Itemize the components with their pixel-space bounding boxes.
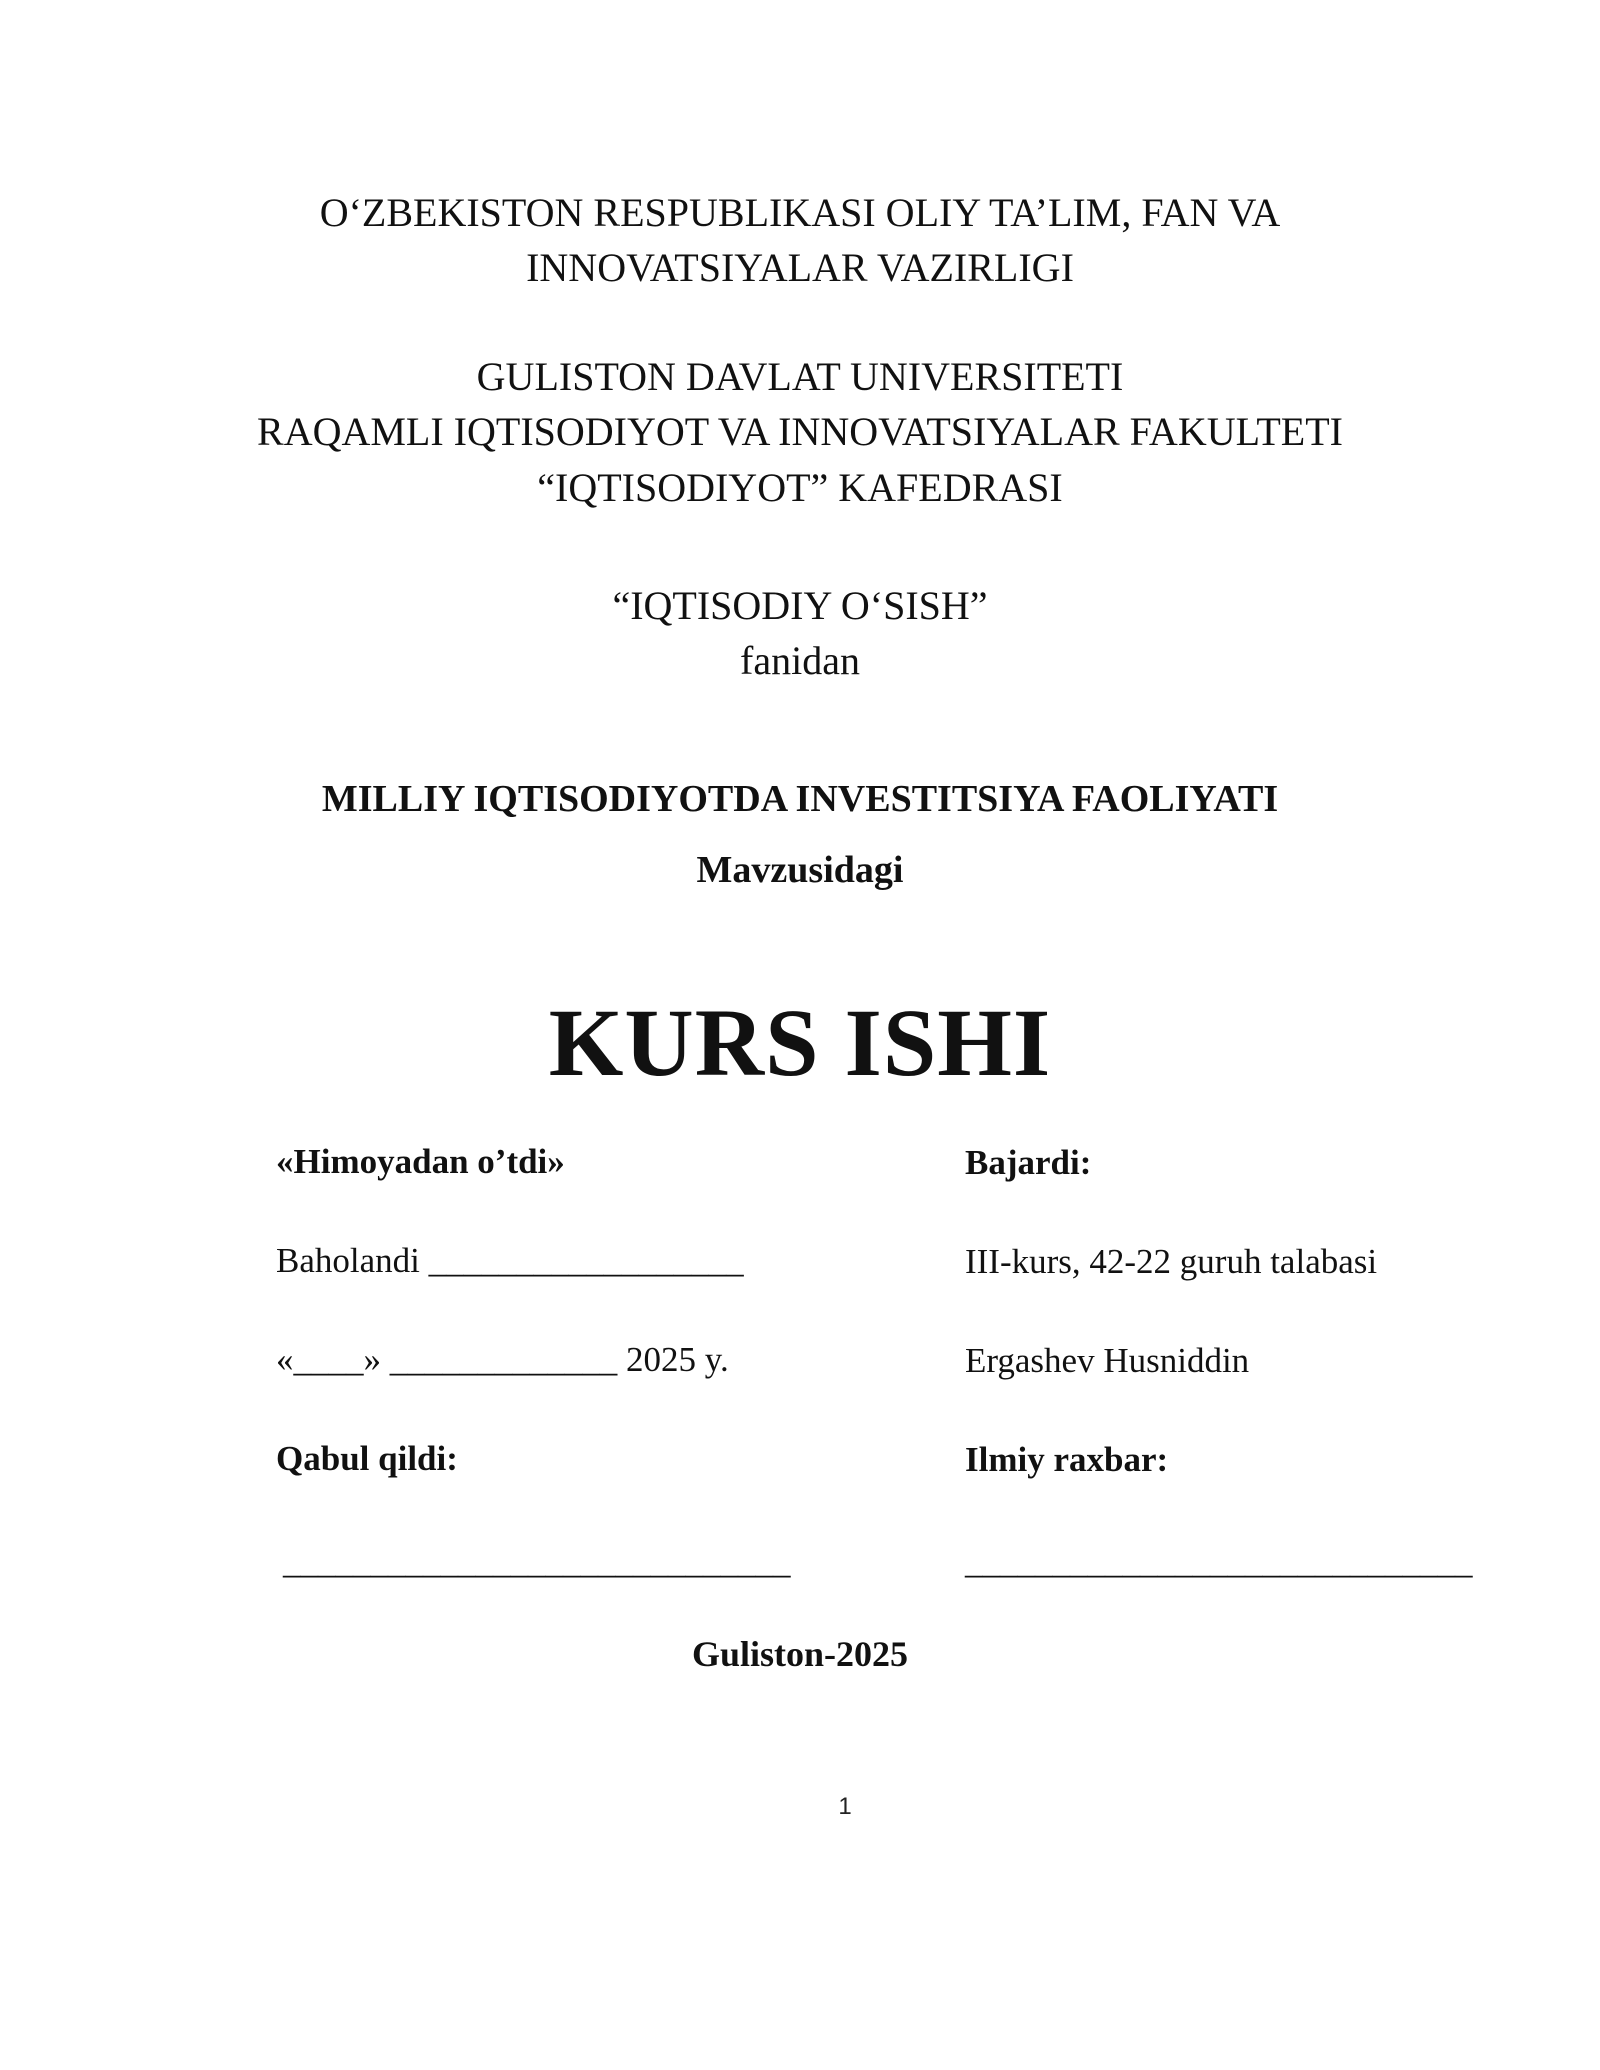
supervisor-label: Ilmiy raxbar: (965, 1440, 1169, 1479)
department-name: “IQTISODIYOT” KAFEDRASI (537, 465, 1063, 510)
graded-line: Baholandi __________________ (276, 1241, 744, 1280)
student-group: III-kurs, 42-22 guruh talabasi (965, 1242, 1378, 1281)
topic-suffix: Mavzusidagi (696, 849, 904, 891)
ministry-line-1: O‘ZBEKISTON RESPUBLIKASI OLIY TA’LIM, FAN VA (319, 190, 1281, 235)
defense-label: «Himoyadan o’tdi» (276, 1142, 565, 1181)
ministry-line-2: INNOVATSIYALAR VAZIRLIGI (526, 245, 1074, 290)
completed-label: Bajardi: (965, 1143, 1092, 1182)
student-name: Ergashev Husniddin (965, 1341, 1250, 1380)
left-signature-line: _____________________________ (283, 1542, 791, 1581)
city-year: Guliston-2025 (691, 1634, 909, 1674)
accepted-label: Qabul qildi: (276, 1439, 458, 1478)
right-signature-line: _____________________________ (965, 1542, 1473, 1581)
topic-title: MILLIY IQTISODIYOTDA INVESTITSIYA FAOLIYATI (321, 778, 1279, 820)
university-name: GULISTON DAVLAT UNIVERSITETI (476, 354, 1124, 399)
subject-suffix: fanidan (740, 638, 860, 683)
subject-name: “IQTISODIY O‘SISH” (612, 583, 988, 628)
document-type-title: KURS ISHI (548, 989, 1052, 1096)
page-number: 1 (838, 1793, 852, 1820)
date-line: «____» _____________ 2025 y. (276, 1340, 729, 1379)
faculty-name: RAQAMLI IQTISODIYOT VA INNOVATSIYALAR FAKULTETI (257, 409, 1343, 454)
